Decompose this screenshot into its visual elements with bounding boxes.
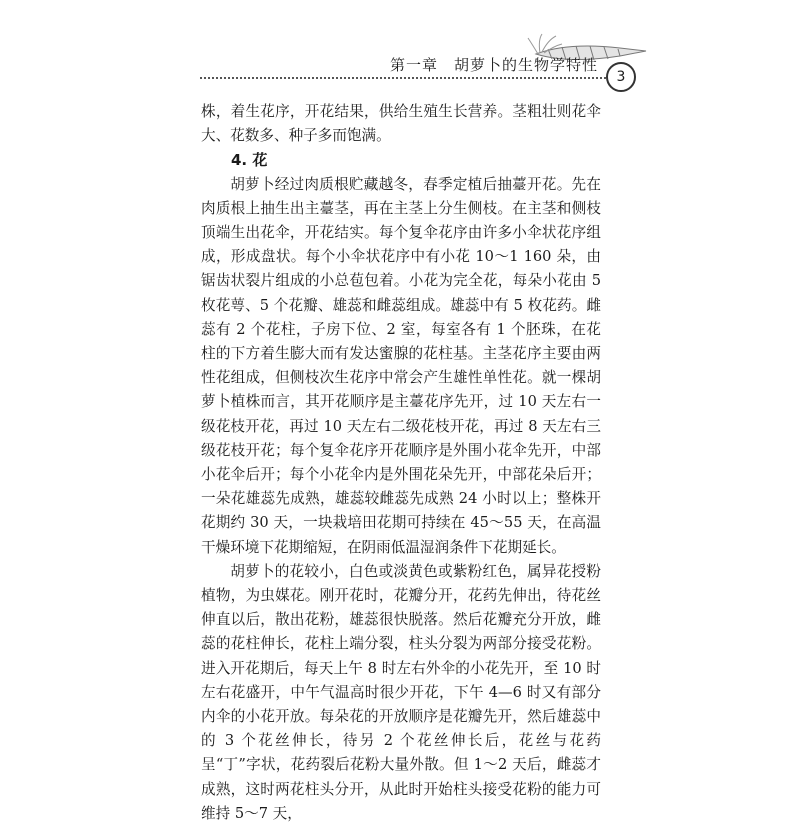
paragraph-flower-structure: 胡萝卜经过肉质根贮藏越冬，春季定植后抽薹开花。先在肉质根上抽生出主薹茎，再在主茎上分生侧枝。在主茎和侧枝顶端生出花伞，开花结实。每个复伞花序由许多小伞状花序组成，形成盘状。每个小伞状花序中有小花 10～1 160 朵，由锯齿状裂片组成的小总苞包着。小花为完全花，每朵小花由 5 枚花萼、5 个花瓣、雄蕊和雌蕊组成。雄蕊中有 5 枚花药。雌蕊有 2 个花柱，子房下位、2 室，每室各有 1 个胚珠，在花柱的下方着生膨大而有发达蜜腺的花柱基。主茎花序主要由两性花组成，但侧枝次生花序中常会产生雄性单性花。就一棵胡萝卜植株而言，其开花顺序是主薹花序先开，过 10 天左右一级花枝开花，再过 10 天左右二级花枝开花，再过 8 天左右三级花枝开花；每个复伞花序开花顺序是外围小花伞先开，中部小花伞后开；每个小花伞内是外围花朵先开，中部花朵后开；一朵花雄蕊先成熟，雄蕊较雌蕊先成熟 24 小时以上；整株开花期约 30 天，一块栽培田花期可持续在 45～55 天，在高温干燥环境下花期缩短，在阴雨低温湿润条件下花期延长。 [201, 175, 601, 556]
section-heading: 4. 花 [231, 151, 268, 170]
page-body [201, 100, 601, 826]
paragraph-flowering-process: 胡萝卜的花较小，白色或淡黄色或紫粉红色，属异花授粉植物，为虫媒花。刚开花时，花瓣分开，花药先伸出，待花丝伸直以后，散出花粉，雄蕊很快脱落。然后花瓣充分开放，雌蕊的花柱伸长，花柱上端分裂，柱头分裂为两部分接受花粉。进入开花期后，每天上午 8 时左右外伞的小花先开，至 10 时左右花盛开，中午气温高时很少开花，下午 4—6 时又有部分内伞的小花开放。每朵花的开放顺序是花瓣先开，然后雄蕊中的 3 个花丝伸长，待另 2 个花丝伸长后，花丝与花药呈“丁”字状，花药裂后花粉大量外散。但 1～2 天后，雌蕊才成熟，这时两花柱头分开，从此时开始柱头接受花粉的能力可维持 5～7 天， [201, 562, 601, 822]
paragraph-continued: 株，着生花序，开花结果，供给生殖生长营养。茎粗壮则花伞大、花数多、种子多而饱满。 [201, 103, 601, 145]
running-header [200, 30, 640, 90]
chapter-title: 第一章 胡萝卜的生物学特性 [389, 56, 598, 74]
page-number: 3 [606, 62, 636, 92]
header-divider [200, 77, 610, 79]
